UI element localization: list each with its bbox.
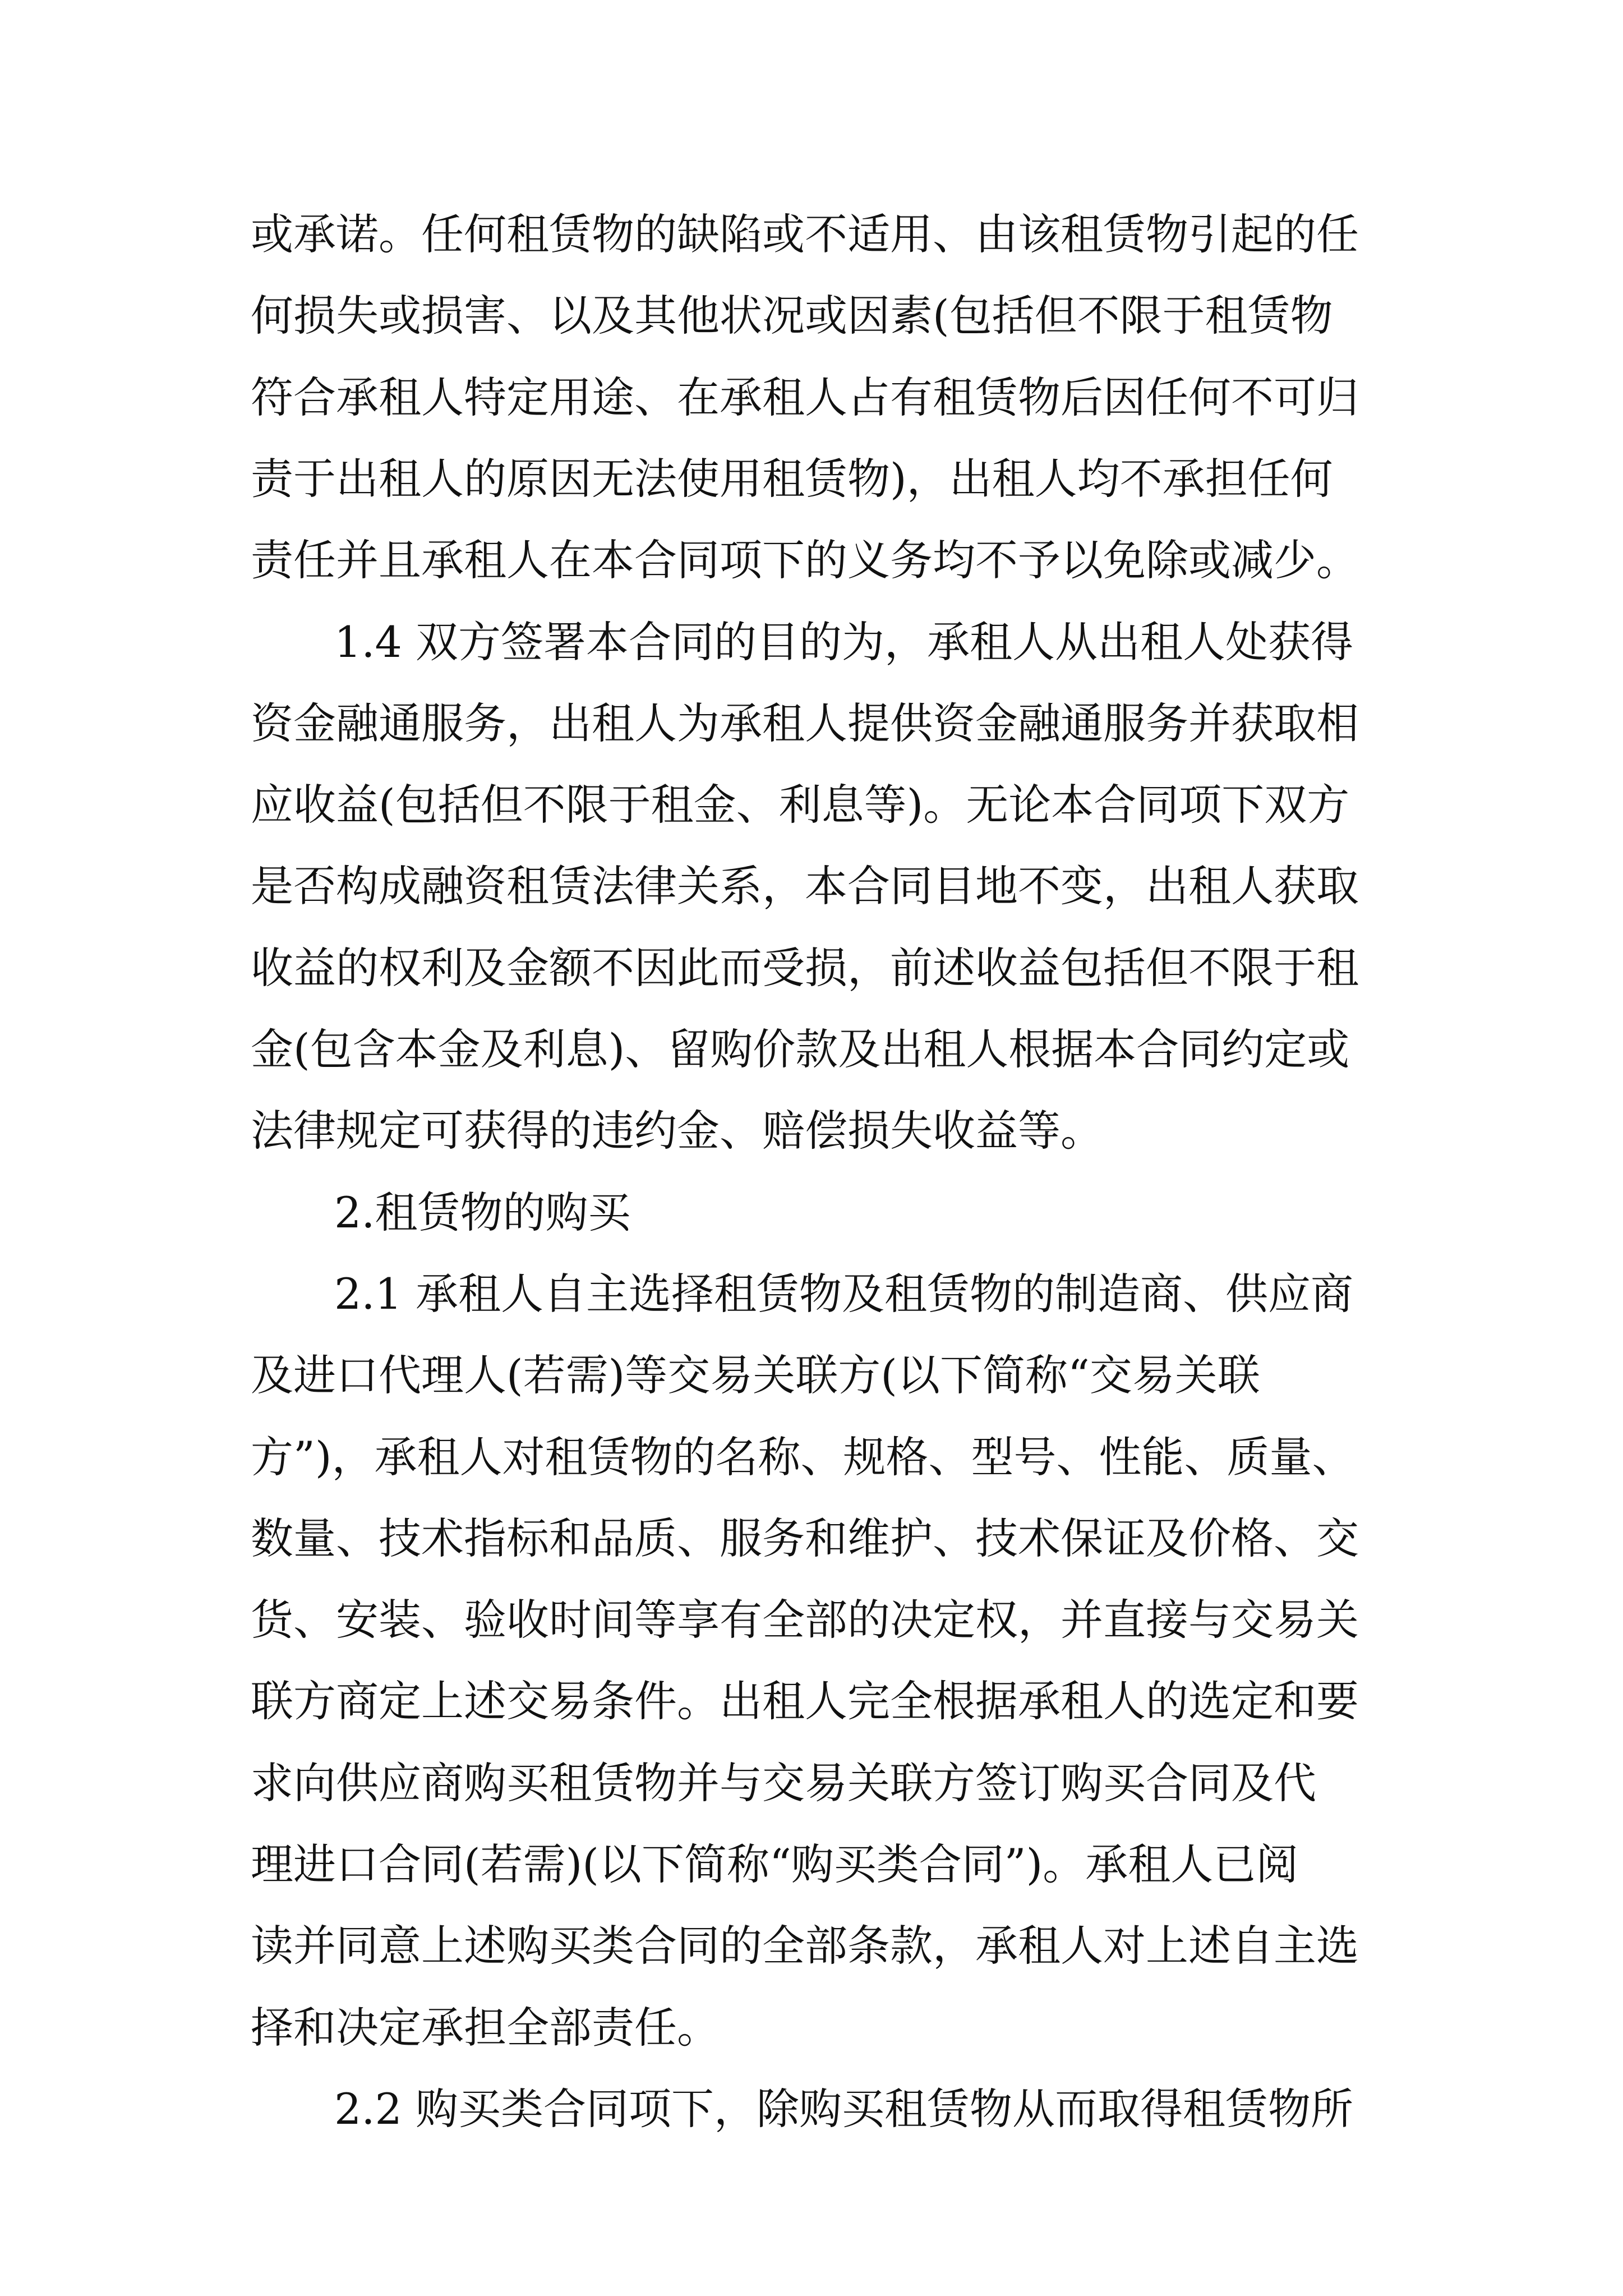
text-line: 符合承租人特定用途、在承租人占有租赁物后因任何不可归: [251, 372, 1359, 422]
text-line: 求向供应商购买租赁物并与交易关联方签订购买合同及代: [251, 1757, 1316, 1808]
text-line: 理进口合同(若需)(以下简称“购买类合同”)。承租人已阅: [251, 1839, 1299, 1889]
text-line: 择和决定承担全部责任。: [251, 2002, 720, 2053]
text-line: 是否构成融资租赁法律关系，本合同目地不变，出租人获取: [251, 861, 1359, 912]
text-line: 2.1 承租人自主选择租赁物及租赁物的制造商、供应商: [334, 1268, 1354, 1319]
text-line: 法律规定可获得的违约金、赔偿损失收益等。: [251, 1106, 1103, 1156]
text-line: 联方商定上述交易条件。出租人完全根据承租人的选定和要: [251, 1676, 1359, 1727]
text-line: 应收益(包括但不限于租金、利息等)。无论本合同项下双方: [251, 780, 1350, 830]
text-line: 及进口代理人(若需)等交易关联方(以下简称“交易关联: [251, 1350, 1260, 1401]
text-line: 2.2 购买类合同项下，除购买租赁物从而取得租赁物所: [334, 2083, 1354, 2134]
text-line: 数量、技术指标和品质、服务和维护、技术保证及价格、交: [251, 1513, 1359, 1563]
text-line: 资金融通服务，出租人为承租人提供资金融通服务并获取相: [251, 698, 1359, 748]
text-line: 金(包含本金及利息)、留购价款及出租人根据本合同约定或: [251, 1024, 1350, 1074]
text-line: 货、安装、验收时间等享有全部的决定权，并直接与交易关: [251, 1595, 1359, 1645]
text-line: 何损失或损害、以及其他状况或因素(包括但不限于租赁物: [251, 291, 1333, 341]
text-line: 2.租赁物的购买: [334, 1187, 631, 1237]
text-line: 方”)，承租人对租赁物的名称、规格、型号、性能、质量、: [251, 1432, 1355, 1482]
text-line: 责于出租人的原因无法使用租赁物)，出租人均不承担任何: [251, 453, 1333, 504]
text-line: 或承诺。任何租赁物的缺陷或不适用、由该租赁物引起的任: [251, 209, 1359, 259]
text-line: 收益的权利及金额不因此而受损，前述收益包括但不限于租: [251, 942, 1359, 993]
text-line: 责任并且承租人在本合同项下的义务均不予以免除或减少。: [251, 535, 1359, 586]
text-line: 1.4 双方签署本合同的目的为，承租人从出租人处获得: [334, 616, 1354, 667]
text-line: 读并同意上述购买类合同的全部条款，承租人对上述自主选: [251, 1921, 1359, 1971]
